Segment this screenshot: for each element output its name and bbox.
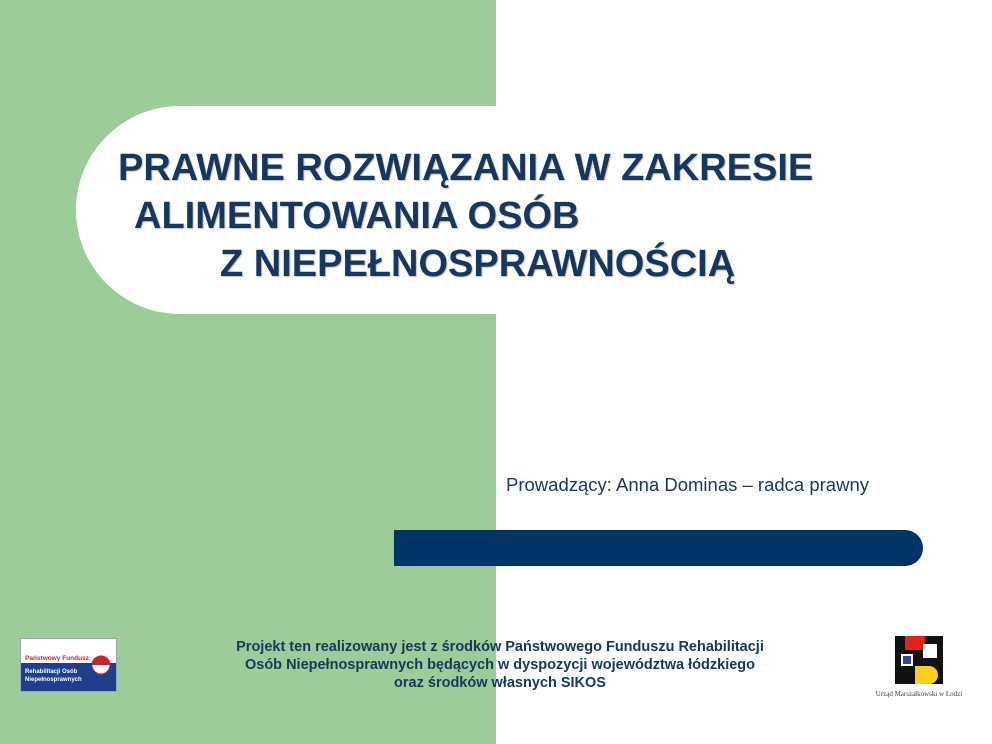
funding-note-line-1: Projekt ten realizowany jest z środków Państwowego Funduszu Rehabilitacji — [236, 639, 764, 655]
accent-bar — [394, 530, 923, 566]
pfron-logo-line-3: Niepełnosprawnych — [25, 677, 82, 683]
urzad-marszalkowski-logo-icon — [895, 636, 943, 684]
presenter-subtitle: Prowadzący: Anna Dominas – radca prawny — [506, 474, 869, 495]
funding-note-line-2: Osób Niepełnosprawnych będących w dyspozycji województwa łódzkiego — [244, 657, 756, 673]
pfron-logo-line-1: Państwowy Fundusz — [25, 655, 89, 662]
funding-note-line-3: oraz środków własnych SIKOS — [394, 675, 606, 691]
pfron-logo — [20, 638, 117, 692]
title-line-1: PRAWNE ROZWIĄZANIA W ZAKRESIE — [118, 147, 814, 189]
pfron-logo-line-2: Rehabilitacji Osób — [25, 669, 78, 675]
title-line-3: Z NIEPEŁNOSPRAWNOŚCIĄ — [220, 243, 736, 285]
urzad-marszalkowski-caption: Urząd Marszałkowski w Łodzi — [875, 690, 963, 698]
pfron-emblem-icon — [91, 655, 111, 675]
title-line-2: ALIMENTOWANIA OSÓB — [134, 195, 580, 237]
slide-title — [100, 144, 980, 288]
funding-note — [190, 638, 810, 692]
